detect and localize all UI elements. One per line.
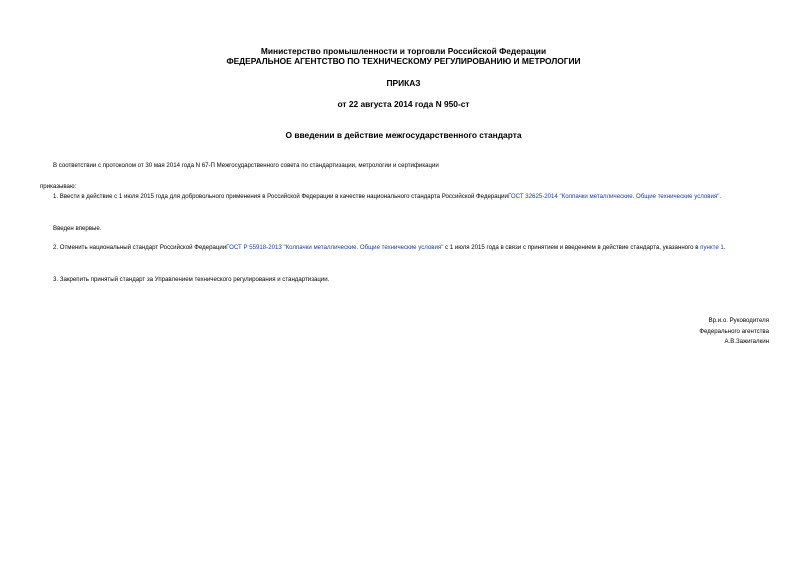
point-1-link[interactable]: пункте 1 [700,244,724,251]
item-1-text: 1. Ввести в действие с 1 июля 2015 года для добровольного применения в Российской Федерации в качестве национального стандарта Российской Федерации [53,193,508,200]
item-3: 3. Закрепить принятый стандарт за Управлением технического регулирования и стандартизации. [53,276,330,283]
date-number: от 22 августа 2014 года N 950-ст [337,99,470,109]
gost-r-55918-link[interactable]: ГОСТ Р 55918-2013 "Колпачки металлические. Общие технические условия" [226,244,444,251]
document-subject: О введении в действие межгосударственного стандарта [285,130,522,140]
signature-name: А.В.Зажигалкин [724,338,769,345]
ministry-title: Министерство промышленности и торговли Российской Федерации [260,46,547,56]
item-2-text: 2. Отменить национальный стандарт Российской Федерации [53,244,227,251]
signature-agency: Федерального агентства [699,328,769,335]
preamble: В соответствии с протоколом от 30 мая 2014 года N 67-П Межгосударственного совета по стандартизации, метрологии и сертификации [53,162,439,169]
item-2-middle: с 1 июля 2015 года в связи с принятием и введением в действие стандарта, указанного в [443,244,701,251]
item-2-end: . [723,244,726,251]
item-1 [40,193,769,202]
agency-title: ФЕДЕРАЛЬНОЕ АГЕНТСТВО ПО ТЕХНИЧЕСКОМУ РЕГУЛИРОВАНИЮ И МЕТРОЛОГИИ [226,56,581,66]
gost-32625-link[interactable]: ГОСТ 32625-2014 "Колпачки металлические. Общие технические условия" [507,193,720,200]
introduced-first: Введен впервые. [53,225,102,232]
order-word: приказываю: [40,183,77,190]
item-2 [40,244,769,253]
signature-position: Вр.и.о. Руководителя [708,317,769,324]
item-1-end: . [719,193,722,200]
document-type: ПРИКАЗ [386,78,421,88]
